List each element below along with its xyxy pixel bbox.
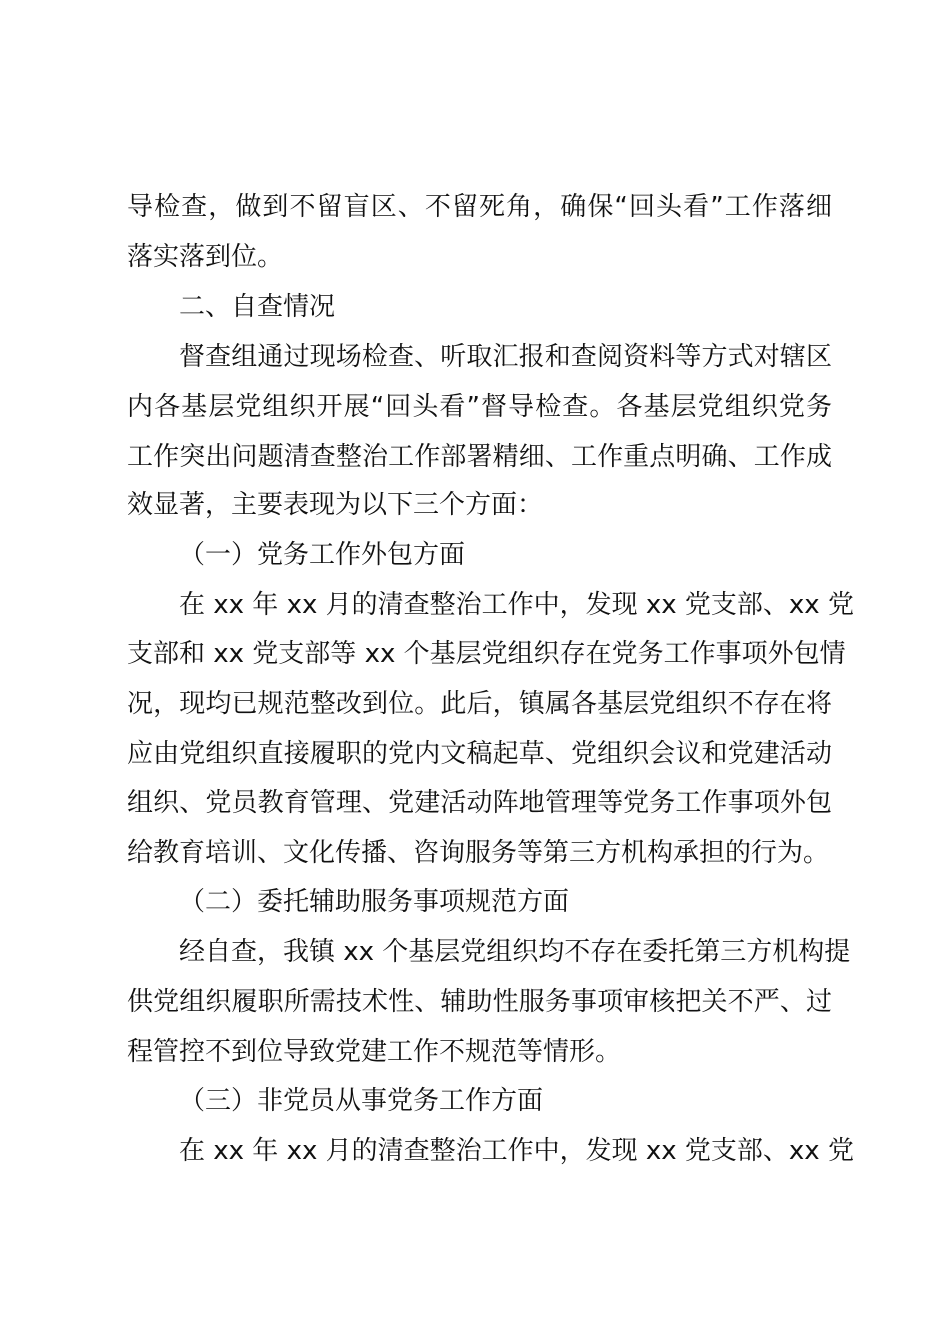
body-text-line: 经自查，我镇 xx 个基层党组织均不存在委托第三方机构提 <box>179 937 851 967</box>
subsection-heading: （三）非党员从事党务工作方面 <box>179 1086 544 1116</box>
body-text-line: 落实落到位。 <box>127 242 284 272</box>
body-text-line: 内各基层党组织开展“回头看”督导检查。各基层党组织党务 <box>127 392 832 422</box>
subsection-heading: （二）委托辅助服务事项规范方面 <box>179 887 570 917</box>
body-text-line: 况，现均已规范整改到位。此后，镇属各基层党组织不存在将 <box>127 689 832 719</box>
body-text-line: 效显著，主要表现为以下三个方面： <box>127 490 544 520</box>
body-text-line: 程管控不到位导致党建工作不规范等情形。 <box>127 1037 622 1067</box>
body-text-line: 给教育培训、文化传播、咨询服务等第三方机构承担的行为。 <box>127 838 830 868</box>
body-text-line: 在 xx 年 xx 月的清查整治工作中，发现 xx 党支部、xx 党 <box>179 590 854 620</box>
body-text-line: 支部和 xx 党支部等 xx 个基层党组织存在党务工作事项外包情 <box>127 639 846 669</box>
body-text-line: 组织、党员教育管理、党建活动阵地管理等党务工作事项外包 <box>127 788 832 818</box>
subsection-heading: （一）党务工作外包方面 <box>179 540 466 570</box>
section-heading: 二、自查情况 <box>179 292 336 322</box>
body-text-line: 在 xx 年 xx 月的清查整治工作中，发现 xx 党支部、xx 党 <box>179 1136 854 1166</box>
body-text-line: 督查组通过现场检查、听取汇报和查阅资料等方式对辖区 <box>179 342 832 372</box>
body-text-line: 工作突出问题清查整治工作部署精细、工作重点明确、工作成 <box>127 442 832 472</box>
body-text-line: 导检查，做到不留盲区、不留死角，确保“回头看”工作落细 <box>127 192 832 222</box>
body-text-line: 供党组织履职所需技术性、辅助性服务事项审核把关不严、过 <box>127 987 832 1017</box>
body-text-line: 应由党组织直接履职的党内文稿起草、党组织会议和党建活动 <box>127 739 832 769</box>
